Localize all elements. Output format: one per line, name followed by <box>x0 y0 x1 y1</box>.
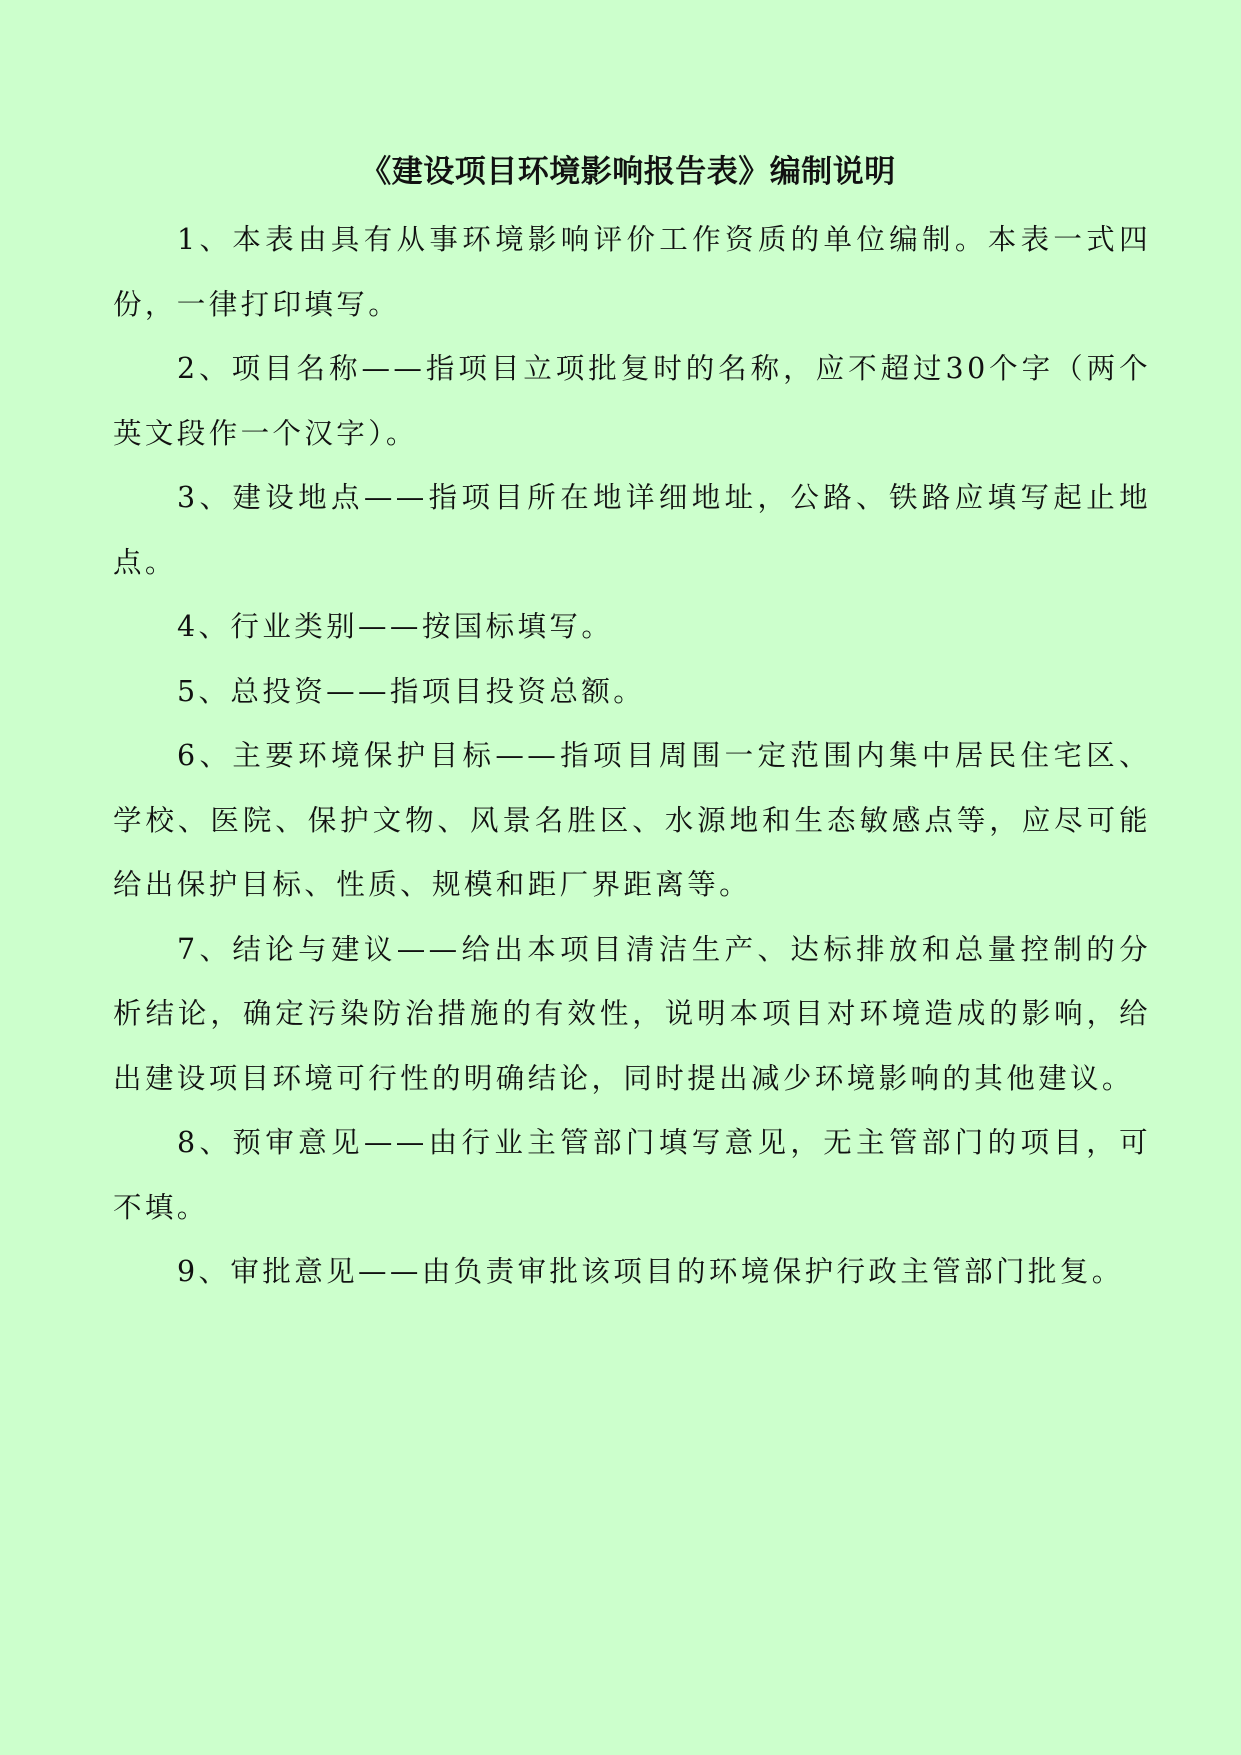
instruction-item-4: 4、行业类别——按国标填写。 <box>177 610 614 643</box>
instruction-item-5: 5、总投资——指项目投资总额。 <box>177 674 646 708</box>
instruction-item-9: 9、审批意见——由负责审批该项目的环境保护行政主管部门批复。 <box>177 1255 1124 1288</box>
instruction-item-1: 1、本表由具有从事环境影响评价工作资质的单位编制。本表一式四份，一律打印填写。 <box>113 223 1151 321</box>
instruction-item-7: 7、结论与建议——给出本项目清洁生产、达标排放和总量控制的分析结论，确定污染防治措施的有效性，说明本项目对环境造成的影响，给出建设项目环境可行性的明确结论，同时提出减少环境影响的其他建议。 <box>113 932 1151 1095</box>
instruction-item-2: 2、项目名称——指项目立项批复时的名称，应不超过30个字（两个英文段作一个汉字）。 <box>113 352 1151 450</box>
instruction-item-6: 6、主要环境保护目标——指项目周围一定范围内集中居民住宅区、学校、医院、保护文物、风景名胜区、水源地和生态敏感点等，应尽可能给出保护目标、性质、规模和距厂界距离等。 <box>113 739 1151 901</box>
instruction-item-3: 3、建设地点——指项目所在地详细地址，公路、铁路应填写起止地点。 <box>113 481 1151 579</box>
document-title: 《建设项目环境影响报告表》编制说明 <box>360 154 896 190</box>
instruction-item-8: 8、预审意见——由行业主管部门填写意见，无主管部门的项目，可不填。 <box>113 1126 1151 1224</box>
